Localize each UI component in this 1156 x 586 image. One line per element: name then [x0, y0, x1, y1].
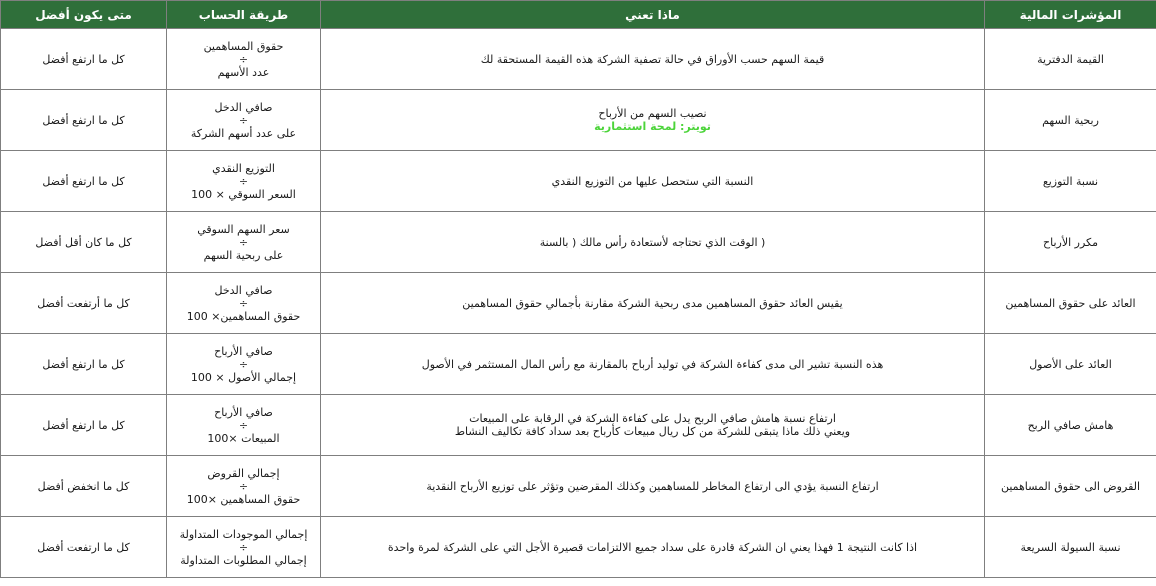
calc-denominator: السعر السوقي × 100 [191, 187, 296, 201]
calc-denominator: عدد الأسهم [217, 65, 270, 79]
indicator-cell: نسبة السيولة السريعة [985, 517, 1156, 578]
meaning-cell [321, 517, 985, 578]
calc-cell [167, 273, 321, 334]
table-row [1, 212, 1156, 273]
calc-cell [167, 151, 321, 212]
meaning-cell [321, 273, 985, 334]
meaning-cell [321, 395, 985, 456]
divide-sign: ÷ [238, 113, 249, 127]
divide-sign: ÷ [238, 418, 249, 432]
table-row [1, 334, 1156, 395]
best-when-cell: كل ما انخفض أفضل [1, 456, 167, 517]
calc-cell [167, 29, 321, 90]
header-meaning: ماذا تعني [321, 1, 985, 29]
best-when-cell: كل ما كان أقل أفضل [1, 212, 167, 273]
calc-cell [167, 334, 321, 395]
indicator-cell: القروض الى حقوق المساهمين [985, 456, 1156, 517]
calc-numerator: إجمالي الموجودات المتداولة [179, 527, 308, 541]
calc-denominator: المبيعات ×100 [207, 431, 280, 445]
calc-numerator: سعر السهم السوقي [197, 222, 290, 236]
indicator-cell: هامش صافي الربح [985, 395, 1156, 456]
table-row [1, 151, 1156, 212]
meaning-cell [321, 90, 985, 151]
calc-cell [167, 395, 321, 456]
header-calc: طريقة الحساب [167, 1, 321, 29]
calc-cell [167, 517, 321, 578]
meaning-cell [321, 456, 985, 517]
meaning-line: ارتفاع نسبة هامش صافي الربح يدل على كفاءة الشركة في الرقابة على المبيعات [469, 412, 836, 425]
meaning-line: هذه النسبة تشير الى مدى كفاءة الشركة في توليد أرباح بالمقارنة مع رأس المال المستثمر في الأصول [421, 357, 884, 371]
table-body [1, 29, 1156, 578]
meaning-cell [321, 29, 985, 90]
calc-numerator: صافي الأرباح [214, 405, 273, 419]
indicator-cell: مكرر الأرباح [985, 212, 1156, 273]
meaning-cell [321, 212, 985, 273]
divide-sign: ÷ [238, 479, 249, 493]
calc-denominator: حقوق المساهمين ×100 [186, 492, 301, 506]
divide-sign: ÷ [238, 357, 249, 371]
header-row [1, 1, 1156, 29]
calc-denominator: إجمالي المطلوبات المتداولة [180, 553, 307, 567]
table-row [1, 395, 1156, 456]
calc-numerator: حقوق المساهمين [203, 39, 284, 53]
indicator-cell: نسبة التوزيع [985, 151, 1156, 212]
meaning-line: يقيس العائد حقوق المساهمين مدى ربحية الشركة مقارنة بأجمالي حقوق المساهمين [462, 296, 843, 310]
divide-sign: ÷ [238, 296, 249, 310]
calc-cell [167, 90, 321, 151]
divide-sign: ÷ [238, 235, 249, 249]
meaning-line: قيمة السهم حسب الأوراق في حالة تصفية الشركة هذه القيمة المستحقة لك [480, 52, 825, 66]
best-when-cell: كل ما ارتفع أفضل [1, 90, 167, 151]
calc-numerator: التوزيع النقدي [212, 161, 275, 175]
calc-numerator: صافي الأرباح [214, 344, 273, 358]
divide-sign: ÷ [238, 540, 249, 554]
indicator-cell: ربحية السهم [985, 90, 1156, 151]
best-when-cell: كل ما ارتفع أفضل [1, 151, 167, 212]
meaning-cell [321, 151, 985, 212]
calc-denominator: على ربحية السهم [203, 248, 284, 262]
table-row [1, 90, 1156, 151]
table-row [1, 29, 1156, 90]
header-indicator: المؤشرات المالية [985, 1, 1156, 29]
best-when-cell: كل ما ارتفعت أفضل [1, 517, 167, 578]
meaning-cell [321, 334, 985, 395]
calc-numerator: صافي الدخل [214, 100, 273, 114]
calc-numerator: إجمالي القروض [207, 466, 280, 480]
indicator-cell: القيمة الدفترية [985, 29, 1156, 90]
best-when-cell: كل ما ارتفع أفضل [1, 334, 167, 395]
divide-sign: ÷ [238, 174, 249, 188]
meaning-line: النسبة التي ستحصل عليها من التوزيع النقدي [551, 174, 754, 188]
calc-denominator: إجمالي الأصول × 100 [190, 370, 297, 384]
meaning-line: ويعني ذلك ماذا يتبقى للشركة من كل ريال مبيعات كأرباح بعد سداد كافة تكاليف النشاط [454, 425, 851, 438]
indicator-cell: العائد على حقوق المساهمين [985, 273, 1156, 334]
twitter-note: تويتر: لمحة استثمارية [594, 120, 711, 133]
calc-denominator: حقوق المساهمين× 100 [186, 309, 301, 323]
calc-numerator: صافي الدخل [214, 283, 273, 297]
table-row [1, 517, 1156, 578]
meaning-line: ( الوقت الذي تحتاجه لأستعادة رأس مالك ( بالسنة [539, 235, 766, 249]
best-when-cell: كل ما ارتفع أفضل [1, 29, 167, 90]
meaning-line: ارتفاع النسبة يؤدي الى ارتفاع المخاطر للمساهمين وكذلك المقرضين وتؤثر على توزيع الأرباح النقدية [426, 479, 879, 493]
header-best: متى يكون أفضل [1, 1, 167, 29]
meaning-line: اذا كانت النتيجة 1 فهذا يعني ان الشركة قادرة على سداد جميع الالتزامات قصيرة الأجل التي على الشركة لمرة واحدة [387, 540, 918, 554]
meaning-line: نصيب السهم من الأرباح [598, 107, 707, 120]
divide-sign: ÷ [238, 52, 249, 66]
calc-cell [167, 456, 321, 517]
best-when-cell: كل ما ارتفع أفضل [1, 395, 167, 456]
calc-cell [167, 212, 321, 273]
indicator-cell: العائد على الأصول [985, 334, 1156, 395]
best-when-cell: كل ما أرتفعت أفضل [1, 273, 167, 334]
calc-denominator: على عدد أسهم الشركة [190, 126, 297, 140]
table-row [1, 273, 1156, 334]
table-row [1, 456, 1156, 517]
